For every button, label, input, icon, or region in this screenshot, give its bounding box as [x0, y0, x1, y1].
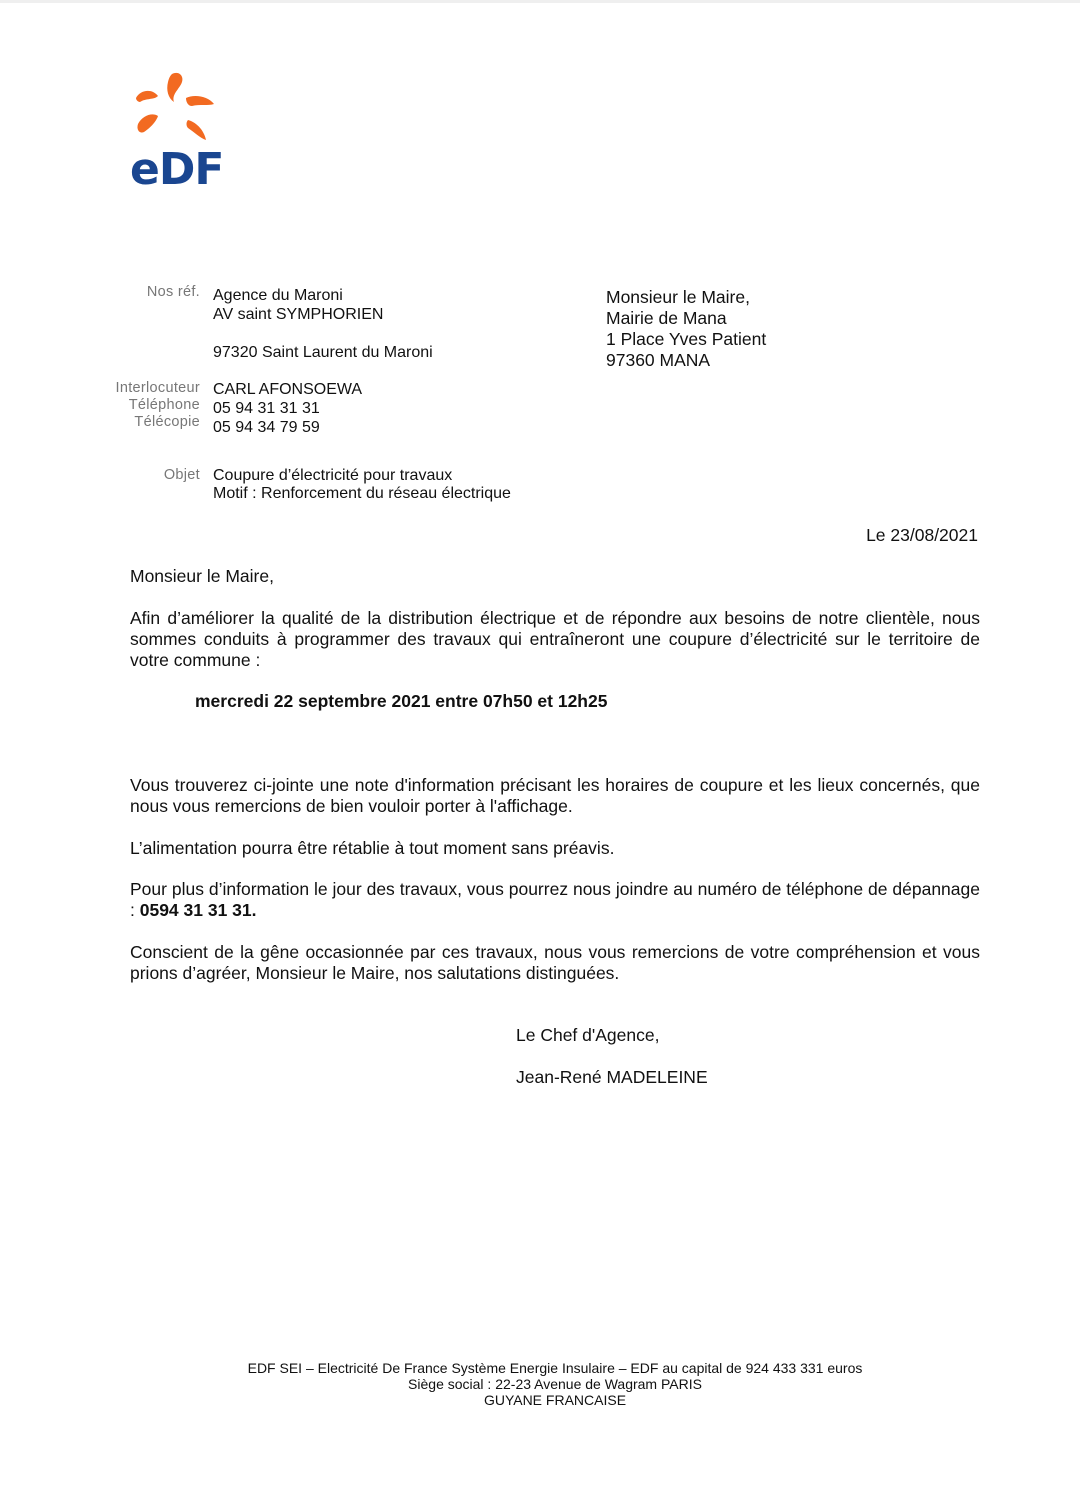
body-paragraph-5: Conscient de la gêne occasionnée par ces travaux, nous vous remercions de votre compréhension et vous prions d’agréer, Monsieur le Maire, nos salutations distinguées.: [130, 942, 980, 983]
depannage-phone: 0594 31 31 31.: [139, 900, 257, 920]
signature-title: Le Chef d'Agence,: [516, 1025, 660, 1045]
recipient-address: [606, 287, 766, 371]
body-paragraph-4-text: Pour plus d’information le jour des travaux, vous pourrez nous joindre au numéro de téléphone de dépannage :: [130, 879, 980, 920]
nos-ref-label: Nos réf.: [146, 284, 200, 300]
footer-line-2: Siège social : 22-23 Avenue de Wagram PARIS: [408, 1376, 702, 1392]
recipient-line-1: Monsieur le Maire,: [606, 287, 750, 307]
body-paragraph-2: Vous trouverez ci-jointe une note d'information précisant les horaires de coupure et les lieux concernés, que nous vous remercions de bien vouloir porter à l'affichage.: [130, 775, 980, 816]
telephone-label: Téléphone: [128, 397, 200, 413]
objet-label: Objet: [163, 467, 200, 483]
objet-line-1: Coupure d’électricité pour travaux: [213, 467, 453, 484]
interlocuteur-value: CARL AFONSOEWA: [213, 381, 363, 398]
recipient-line-4: 97360 MANA: [606, 350, 711, 370]
body-paragraph-3: L’alimentation pourra être rétablie à tout moment sans préavis.: [130, 838, 615, 858]
footer-line-1: EDF SEI – Electricité De France Système Energie Insulaire – EDF au capital de 924 433 331 euros: [247, 1360, 863, 1376]
objet-line-2: Motif : Renforcement du réseau électrique: [213, 485, 511, 502]
nos-ref-line-2: AV saint SYMPHORIEN: [213, 306, 384, 323]
footer-line-3: GUYANE FRANCAISE: [483, 1392, 627, 1408]
recipient-line-2: Mairie de Mana: [606, 308, 727, 328]
recipient-line-3: 1 Place Yves Patient: [606, 329, 767, 349]
nos-ref-line-3: 97320 Saint Laurent du Maroni: [213, 344, 433, 361]
interlocuteur-label: Interlocuteur: [115, 380, 200, 396]
top-border: [0, 0, 1080, 3]
telecopie-value: 05 94 34 79 59: [213, 419, 320, 436]
salutation: Monsieur le Maire,: [130, 566, 274, 586]
signature-name: Jean-René MADELEINE: [516, 1067, 708, 1087]
telephone-value: 05 94 31 31 31: [213, 400, 320, 417]
outage-datetime: mercredi 22 septembre 2021 entre 07h50 et 12h25: [195, 691, 608, 711]
nos-ref-line-1: Agence du Maroni: [213, 287, 343, 304]
telecopie-label: Télécopie: [134, 414, 200, 430]
edf-logo-wordmark: eDF: [130, 144, 224, 195]
body-paragraph-4: [130, 879, 980, 921]
body-paragraph-1: Afin d’améliorer la qualité de la distribution électrique et de répondre aux besoins de notre clientèle, nous sommes conduits à programmer des travaux qui entraîneront une coupure d’électricité sur le territoire de votre commune :: [130, 608, 980, 670]
letter-date: Le 23/08/2021: [866, 525, 978, 545]
